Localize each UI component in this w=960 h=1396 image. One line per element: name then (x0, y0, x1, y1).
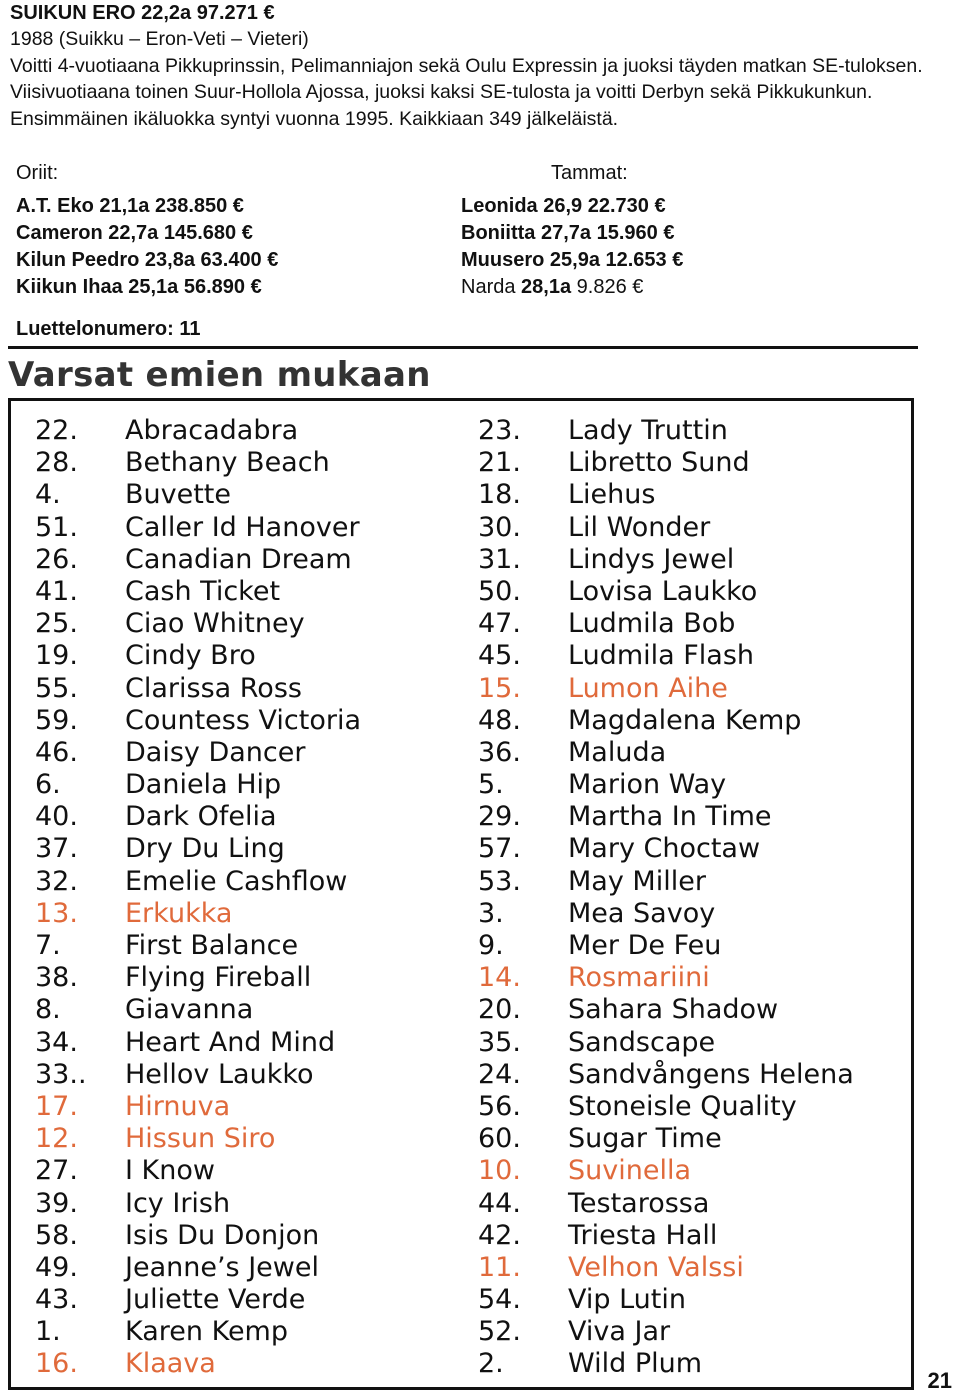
catalog-item-number: 6. (35, 769, 61, 801)
mare-name: Maluda (568, 736, 667, 768)
mare-name: Mary Choctaw (568, 833, 761, 865)
mare-name: Ludmila Flash (568, 640, 755, 672)
female-offspring-earnings: 9.826 € (576, 276, 644, 298)
mare-name: Velhon Valssi (568, 1251, 744, 1283)
mare-name: Dark Ofelia (125, 801, 277, 833)
mare-row (478, 576, 854, 608)
mare-name: Dry Du Ling (125, 833, 285, 865)
mare-row (35, 1252, 361, 1284)
females-label: Tammat: (551, 162, 628, 184)
catalog-item-number: 50. (478, 575, 521, 607)
catalog-item-number: 27. (35, 1155, 78, 1187)
mare-name: Ciao Whitney (125, 608, 305, 640)
mare-row (478, 930, 854, 962)
mare-name: Liehus (568, 479, 656, 511)
mare-row (478, 1155, 854, 1187)
mare-name: Jeanne’s Jewel (125, 1251, 319, 1283)
mare-name: Sandvångens Helena (568, 1058, 854, 1090)
mare-name: Stoneisle Quality (568, 1090, 797, 1122)
catalog-item-number: 3. (478, 897, 504, 929)
mare-row (35, 898, 361, 930)
mare-name: Erkukka (125, 897, 233, 929)
catalog-item-number: 24. (478, 1058, 521, 1090)
catalog-item-number: 25. (35, 608, 78, 640)
mare-row (35, 415, 361, 447)
mare-name: Countess Victoria (125, 704, 361, 736)
mare-row (478, 833, 854, 865)
female-offspring-item: Boniitta 27,7a 15.960 € (461, 222, 675, 244)
mare-row (35, 576, 361, 608)
mare-row (35, 673, 361, 705)
page-number: 21 (927, 1368, 952, 1393)
mare-row (35, 962, 361, 994)
mare-row (478, 705, 854, 737)
catalog-item-number: 60. (478, 1123, 521, 1155)
mare-name: Clarissa Ross (125, 672, 302, 704)
mare-row (478, 415, 854, 447)
mare-name: Canadian Dream (125, 543, 352, 575)
mare-name: Sugar Time (568, 1123, 722, 1155)
catalog-item-number: 19. (35, 640, 78, 672)
mare-name: Marion Way (568, 769, 727, 801)
catalog-item-number: 54. (478, 1284, 521, 1316)
mare-row (35, 544, 361, 576)
mare-row (35, 479, 361, 511)
catalog-item-number: 38. (35, 962, 78, 994)
mare-row (35, 1188, 361, 1220)
mare-name: Caller Id Hanover (125, 511, 360, 543)
mare-name: Triesta Hall (568, 1219, 718, 1251)
catalog-item-number: 48. (478, 704, 521, 736)
mare-name: Icy Irish (125, 1187, 231, 1219)
catalog-item-number: 43. (35, 1284, 78, 1316)
mare-name: Daniela Hip (125, 769, 282, 801)
mare-row (478, 898, 854, 930)
catalog-item-number: 26. (35, 543, 78, 575)
catalog-item-number: 41. (35, 575, 78, 607)
catalog-item-number: 7. (35, 930, 61, 961)
mare-row (478, 1188, 854, 1220)
catalog-item-number: 21. (478, 447, 521, 479)
female-offspring-item: Muusero 25,9a 12.653 € (461, 249, 684, 271)
catalog-item-number: 20. (478, 994, 521, 1026)
mare-name: Buvette (125, 479, 232, 511)
mare-row (478, 1027, 854, 1059)
mare-row (478, 1316, 854, 1348)
mare-name: Hirnuva (125, 1090, 231, 1122)
mare-row (478, 512, 854, 544)
mare-name: Vip Lutin (568, 1284, 686, 1316)
mare-name: Abracadabra (125, 415, 299, 446)
mare-row (35, 1284, 361, 1316)
catalog-item-number: 4. (35, 479, 61, 511)
mare-row (35, 1316, 361, 1348)
mare-row (35, 833, 361, 865)
catalog-item-number: 49. (35, 1251, 78, 1283)
catalog-item-number: 11. (478, 1251, 521, 1283)
mare-name: Hellov Laukko (125, 1058, 314, 1090)
catalog-item-number: 34. (35, 1026, 78, 1058)
males-label: Oriit: (16, 162, 59, 184)
stallion-description: Voitti 4-vuotiaana Pikkuprinssin, Pelimanniajon sekä Oulu Expressin ja juoksi täyden matkan SE-tuloksen. Viisivuotiaana toinen Suur-Hollola Ajossa, juoksi kaksi SE-tulosta ja voitti Derbyn sekä Pikkukunkun. Ensimmäinen ikäluokka syntyi vuonna 1995. Kaikkiaan 349 jälkeläistä. (10, 54, 923, 130)
mare-row (35, 1220, 361, 1252)
catalog-item-number: 47. (478, 608, 521, 640)
catalog-item-number: 52. (478, 1316, 521, 1348)
mare-name: Viva Jar (568, 1316, 671, 1348)
catalog-item-number: 55. (35, 672, 78, 704)
male-offspring-item: Cameron 22,7a 145.680 € (16, 222, 253, 244)
mare-name: Heart And Mind (125, 1026, 336, 1058)
catalog-item-number: 28. (35, 447, 78, 479)
catalog-item-number: 51. (35, 511, 78, 543)
mare-name: Cash Ticket (125, 575, 281, 607)
mare-row (478, 640, 854, 672)
catalog-item-number: 5. (478, 769, 504, 801)
mare-name: Lindys Jewel (568, 543, 735, 575)
mare-row (35, 447, 361, 479)
mare-row (35, 737, 361, 769)
mare-row (35, 1091, 361, 1123)
mare-name: I Know (125, 1155, 215, 1187)
mares-list-box (8, 398, 914, 1390)
mare-name: Suvinella (568, 1155, 692, 1187)
catalog-item-number: 42. (478, 1219, 521, 1251)
female-offspring-list (461, 160, 683, 301)
catalog-item-number: 17. (35, 1090, 78, 1122)
mare-name: Lady Truttin (568, 415, 728, 446)
male-offspring-list (16, 160, 278, 301)
mare-row (478, 1348, 854, 1380)
mare-name: Cindy Bro (125, 640, 256, 672)
catalog-item-number: 9. (478, 930, 504, 961)
female-offspring-item: Leonida 26,9 22.730 € (461, 195, 666, 217)
catalog-item-number: 10. (478, 1155, 521, 1187)
mare-name: May Miller (568, 865, 706, 897)
mare-name: Wild Plum (568, 1348, 703, 1380)
catalog-item-number: 56. (478, 1090, 521, 1122)
mare-name: Lil Wonder (568, 511, 711, 543)
mare-row (478, 769, 854, 801)
catalog-item-number: 35. (478, 1026, 521, 1058)
female-offspring-record: 28,1a (521, 276, 572, 298)
mare-name: Karen Kemp (125, 1316, 289, 1348)
male-offspring-item: A.T. Eko 21,1a 238.850 € (16, 195, 244, 217)
mare-row (35, 1059, 361, 1091)
mare-name: Rosmariini (568, 962, 710, 994)
catalog-item-number: 33.. (35, 1058, 87, 1090)
catalog-item-number: 37. (35, 833, 78, 865)
mare-row (35, 1123, 361, 1155)
mare-name: Juliette Verde (125, 1284, 306, 1316)
mare-row (478, 608, 854, 640)
mare-row (35, 769, 361, 801)
catalog-item-number: 39. (35, 1187, 78, 1219)
catalog-item-number: 45. (478, 640, 521, 672)
mare-row (35, 801, 361, 833)
mare-name: Mer De Feu (568, 930, 722, 961)
catalog-item-number: 32. (35, 865, 78, 897)
male-offspring-item: Kiikun Ihaa 25,1a 56.890 € (16, 276, 262, 298)
catalog-item-number: 15. (478, 672, 521, 704)
mare-name: Sandscape (568, 1026, 716, 1058)
mare-row (35, 705, 361, 737)
mare-row (35, 930, 361, 962)
mare-name: Testarossa (568, 1187, 710, 1219)
catalog-item-number: 8. (35, 994, 61, 1026)
mare-row (35, 512, 361, 544)
mare-row (478, 447, 854, 479)
mare-row (35, 640, 361, 672)
mare-name: Flying Fireball (125, 962, 312, 994)
catalog-item-number: 53. (478, 865, 521, 897)
pedigree-line: 1988 (Suikku – Eron-Veti – Vieteri) (10, 28, 309, 50)
mare-row (478, 1284, 854, 1316)
mare-name: Magdalena Kemp (568, 704, 802, 736)
mare-row (35, 994, 361, 1026)
catalog-item-number: 16. (35, 1348, 78, 1380)
catalog-item-number: 44. (478, 1187, 521, 1219)
catalog-item-number: 59. (35, 704, 78, 736)
mare-name: Mea Savoy (568, 897, 716, 929)
mare-row (478, 1091, 854, 1123)
catalog-item-number: 46. (35, 736, 78, 768)
mare-name: Martha In Time (568, 801, 772, 833)
stallion-intro (10, 0, 950, 132)
catalog-item-number: 12. (35, 1123, 78, 1155)
section-title: Varsat emien mukaan (8, 355, 431, 395)
catalog-item-number: 36. (478, 736, 521, 768)
mare-row (478, 1252, 854, 1284)
mare-name: Klaava (125, 1348, 216, 1380)
catalog-item-number: 2. (478, 1348, 504, 1380)
catalog-item-number: 30. (478, 511, 521, 543)
mare-row (478, 1220, 854, 1252)
mare-row (478, 479, 854, 511)
mare-row (478, 994, 854, 1026)
divider (8, 346, 918, 349)
mare-row (478, 1123, 854, 1155)
mare-name: Libretto Sund (568, 447, 750, 479)
mare-name: Giavanna (125, 994, 254, 1026)
mare-row (478, 1059, 854, 1091)
mare-name: Sahara Shadow (568, 994, 779, 1026)
mare-row (478, 544, 854, 576)
mare-row (478, 962, 854, 994)
mare-name: Isis Du Donjon (125, 1219, 320, 1251)
mare-name: Ludmila Bob (568, 608, 736, 640)
catalog-number: Luettelonumero: 11 (16, 318, 201, 340)
male-offspring-item: Kilun Peedro 23,8a 63.400 € (16, 249, 279, 271)
stallion-heading: SUIKUN ERO 22,2a 97.271 € (10, 2, 275, 24)
mare-row (478, 801, 854, 833)
mare-row (478, 737, 854, 769)
catalog-item-number: 57. (478, 833, 521, 865)
mare-row (35, 1155, 361, 1187)
catalog-item-number: 58. (35, 1219, 78, 1251)
mare-name: Emelie Cashflow (125, 865, 348, 897)
mare-name: Daisy Dancer (125, 736, 306, 768)
catalog-item-number: 13. (35, 897, 78, 929)
mare-row (478, 673, 854, 705)
mare-name: Bethany Beach (125, 447, 330, 479)
mares-column-left (35, 415, 361, 1381)
mare-name: Hissun Siro (125, 1123, 276, 1155)
mares-column-right (478, 415, 854, 1381)
mare-name: First Balance (125, 930, 299, 961)
mare-row (478, 866, 854, 898)
mare-name: Lovisa Laukko (568, 575, 758, 607)
female-offspring-name: Narda (461, 276, 516, 298)
catalog-item-number: 23. (478, 415, 521, 446)
catalog-item-number: 22. (35, 415, 78, 446)
mare-row (35, 608, 361, 640)
mare-row (35, 1348, 361, 1380)
mare-name: Lumon Aihe (568, 672, 728, 704)
catalog-item-number: 31. (478, 543, 521, 575)
mare-row (35, 1027, 361, 1059)
catalog-item-number: 14. (478, 962, 521, 994)
catalog-item-number: 1. (35, 1316, 61, 1348)
mare-row (35, 866, 361, 898)
catalog-item-number: 40. (35, 801, 78, 833)
female-offspring-item (461, 274, 683, 301)
catalog-item-number: 18. (478, 479, 521, 511)
catalog-item-number: 29. (478, 801, 521, 833)
